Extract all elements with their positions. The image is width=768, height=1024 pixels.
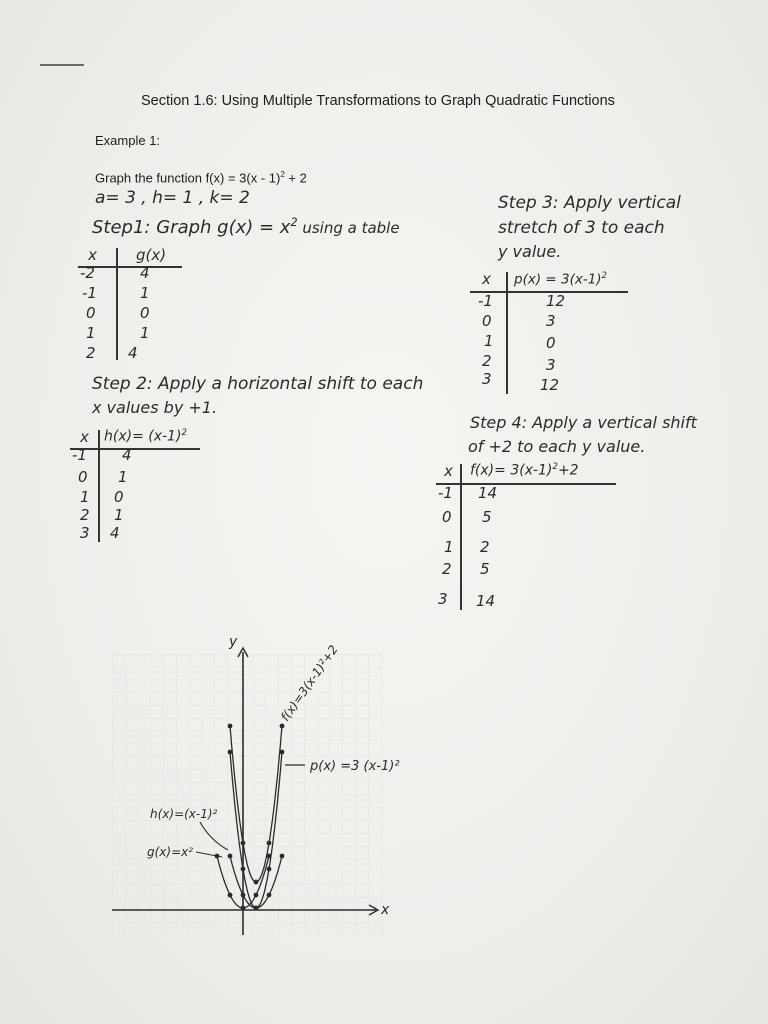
curve-g-point <box>228 893 233 898</box>
step3-instruction-line1: Step 3: Apply vertical <box>498 193 681 213</box>
table-row: 2 <box>480 538 490 556</box>
table-row: 14 <box>478 484 498 502</box>
table-row: -2 <box>80 264 95 282</box>
step2-col-y: $h(x)= (x-1)^2$ <box>104 428 187 445</box>
label-f: f(x)=3(x-1)²+2 <box>277 642 341 724</box>
label-h: h(x)=(x-1)² <box>150 807 218 821</box>
table-row: 2 <box>86 344 96 362</box>
curve-h-point <box>280 854 285 859</box>
table-row: -1 <box>82 284 97 302</box>
curve-g-point <box>241 906 246 911</box>
step4-instruction-line2: of +2 to each y value. <box>468 437 646 456</box>
table-row: 5 <box>482 508 492 526</box>
table-row: 2 <box>482 352 492 370</box>
table-row: 1 <box>86 324 96 342</box>
curve-h-point <box>228 854 233 859</box>
curve-f-point <box>254 880 259 885</box>
curve-g-point <box>254 893 259 898</box>
table-row: 0 <box>482 312 492 330</box>
table-row: 2 <box>442 560 452 578</box>
table-row: 1 <box>80 488 90 506</box>
table-row: 1 <box>140 284 150 302</box>
curve-p-point <box>280 750 285 755</box>
step1-instruction: Step1: Graph $g(x) = x^2$ using a table <box>92 216 400 238</box>
curve-f-point <box>241 841 246 846</box>
table-row: 12 <box>546 292 566 310</box>
table-row: 4 <box>128 344 138 362</box>
example-label: Example 1: <box>95 133 161 148</box>
label-p: p(x) =3 (x-1)² <box>310 759 400 774</box>
curve-p-point <box>267 867 272 872</box>
curve-h-point <box>267 893 272 898</box>
table-row: 1 <box>118 468 128 486</box>
table-row: 1 <box>114 506 124 524</box>
table-row: 5 <box>480 560 490 578</box>
step2-col-x: x <box>80 428 89 446</box>
table-row: 0 <box>140 304 150 322</box>
step1-col-y: g(x) <box>136 246 167 264</box>
curve-f-point <box>280 724 285 729</box>
curve-h-point <box>241 893 246 898</box>
table-row: -1 <box>72 446 87 464</box>
table-row: 14 <box>476 592 496 610</box>
label-g: g(x)=x² <box>147 845 194 859</box>
table-row: 1 <box>484 332 494 350</box>
table-row: 3 <box>546 356 556 374</box>
step1-col-x: x <box>88 246 97 264</box>
section-title: Section 1.6: Using Multiple Transformations to Graph Quadratic Functions <box>141 93 615 109</box>
table-row: 0 <box>442 508 452 526</box>
step2-instruction-line2: x values by +1. <box>92 398 218 417</box>
step4-col-x: x <box>444 462 453 480</box>
curve-g-point <box>267 854 272 859</box>
table-row: 0 <box>78 468 88 486</box>
table-row: 3 <box>546 312 556 330</box>
table-row: 1 <box>140 324 150 342</box>
table-row: 4 <box>140 264 150 282</box>
step4-instruction-line1: Step 4: Apply a vertical shift <box>470 413 697 432</box>
step3-col-y: $p(x) = 3(x-1)^2$ <box>514 270 607 288</box>
table-row: 3 <box>482 370 492 388</box>
step3-instruction-line2: stretch of 3 to each <box>498 218 665 238</box>
table-row: 0 <box>86 304 96 322</box>
table-row: 4 <box>110 524 120 542</box>
table-row: -1 <box>478 292 493 310</box>
curve-f-point <box>267 841 272 846</box>
table-row: 12 <box>540 376 560 394</box>
table-row: 0 <box>546 334 556 352</box>
table-row: 4 <box>122 446 132 464</box>
curve-f-point <box>228 724 233 729</box>
table-row: 3 <box>438 590 448 608</box>
parameters-line: a= 3 , h= 1 , k= 2 <box>95 188 250 208</box>
curve-p-point <box>228 750 233 755</box>
curve-p-point <box>241 867 246 872</box>
y-axis-label: y <box>229 634 238 650</box>
problem-statement: Graph the function f(x) = 3(x - 1)$^2$ + 2 <box>95 170 307 186</box>
table-row: 3 <box>80 524 90 542</box>
table-row: -1 <box>438 484 453 502</box>
x-axis-label: x <box>381 902 390 918</box>
curve-p-point <box>254 906 259 911</box>
table-row: 1 <box>444 538 454 556</box>
step3-instruction-line3: y value. <box>498 242 562 261</box>
table-row: 2 <box>80 506 90 524</box>
step3-col-x: x <box>482 270 491 288</box>
step2-instruction-line1: Step 2: Apply a horizontal shift to each <box>92 374 424 394</box>
table-row: 0 <box>114 488 124 506</box>
step4-col-y: $f(x)= 3(x-1)^2+2$ <box>470 462 579 479</box>
